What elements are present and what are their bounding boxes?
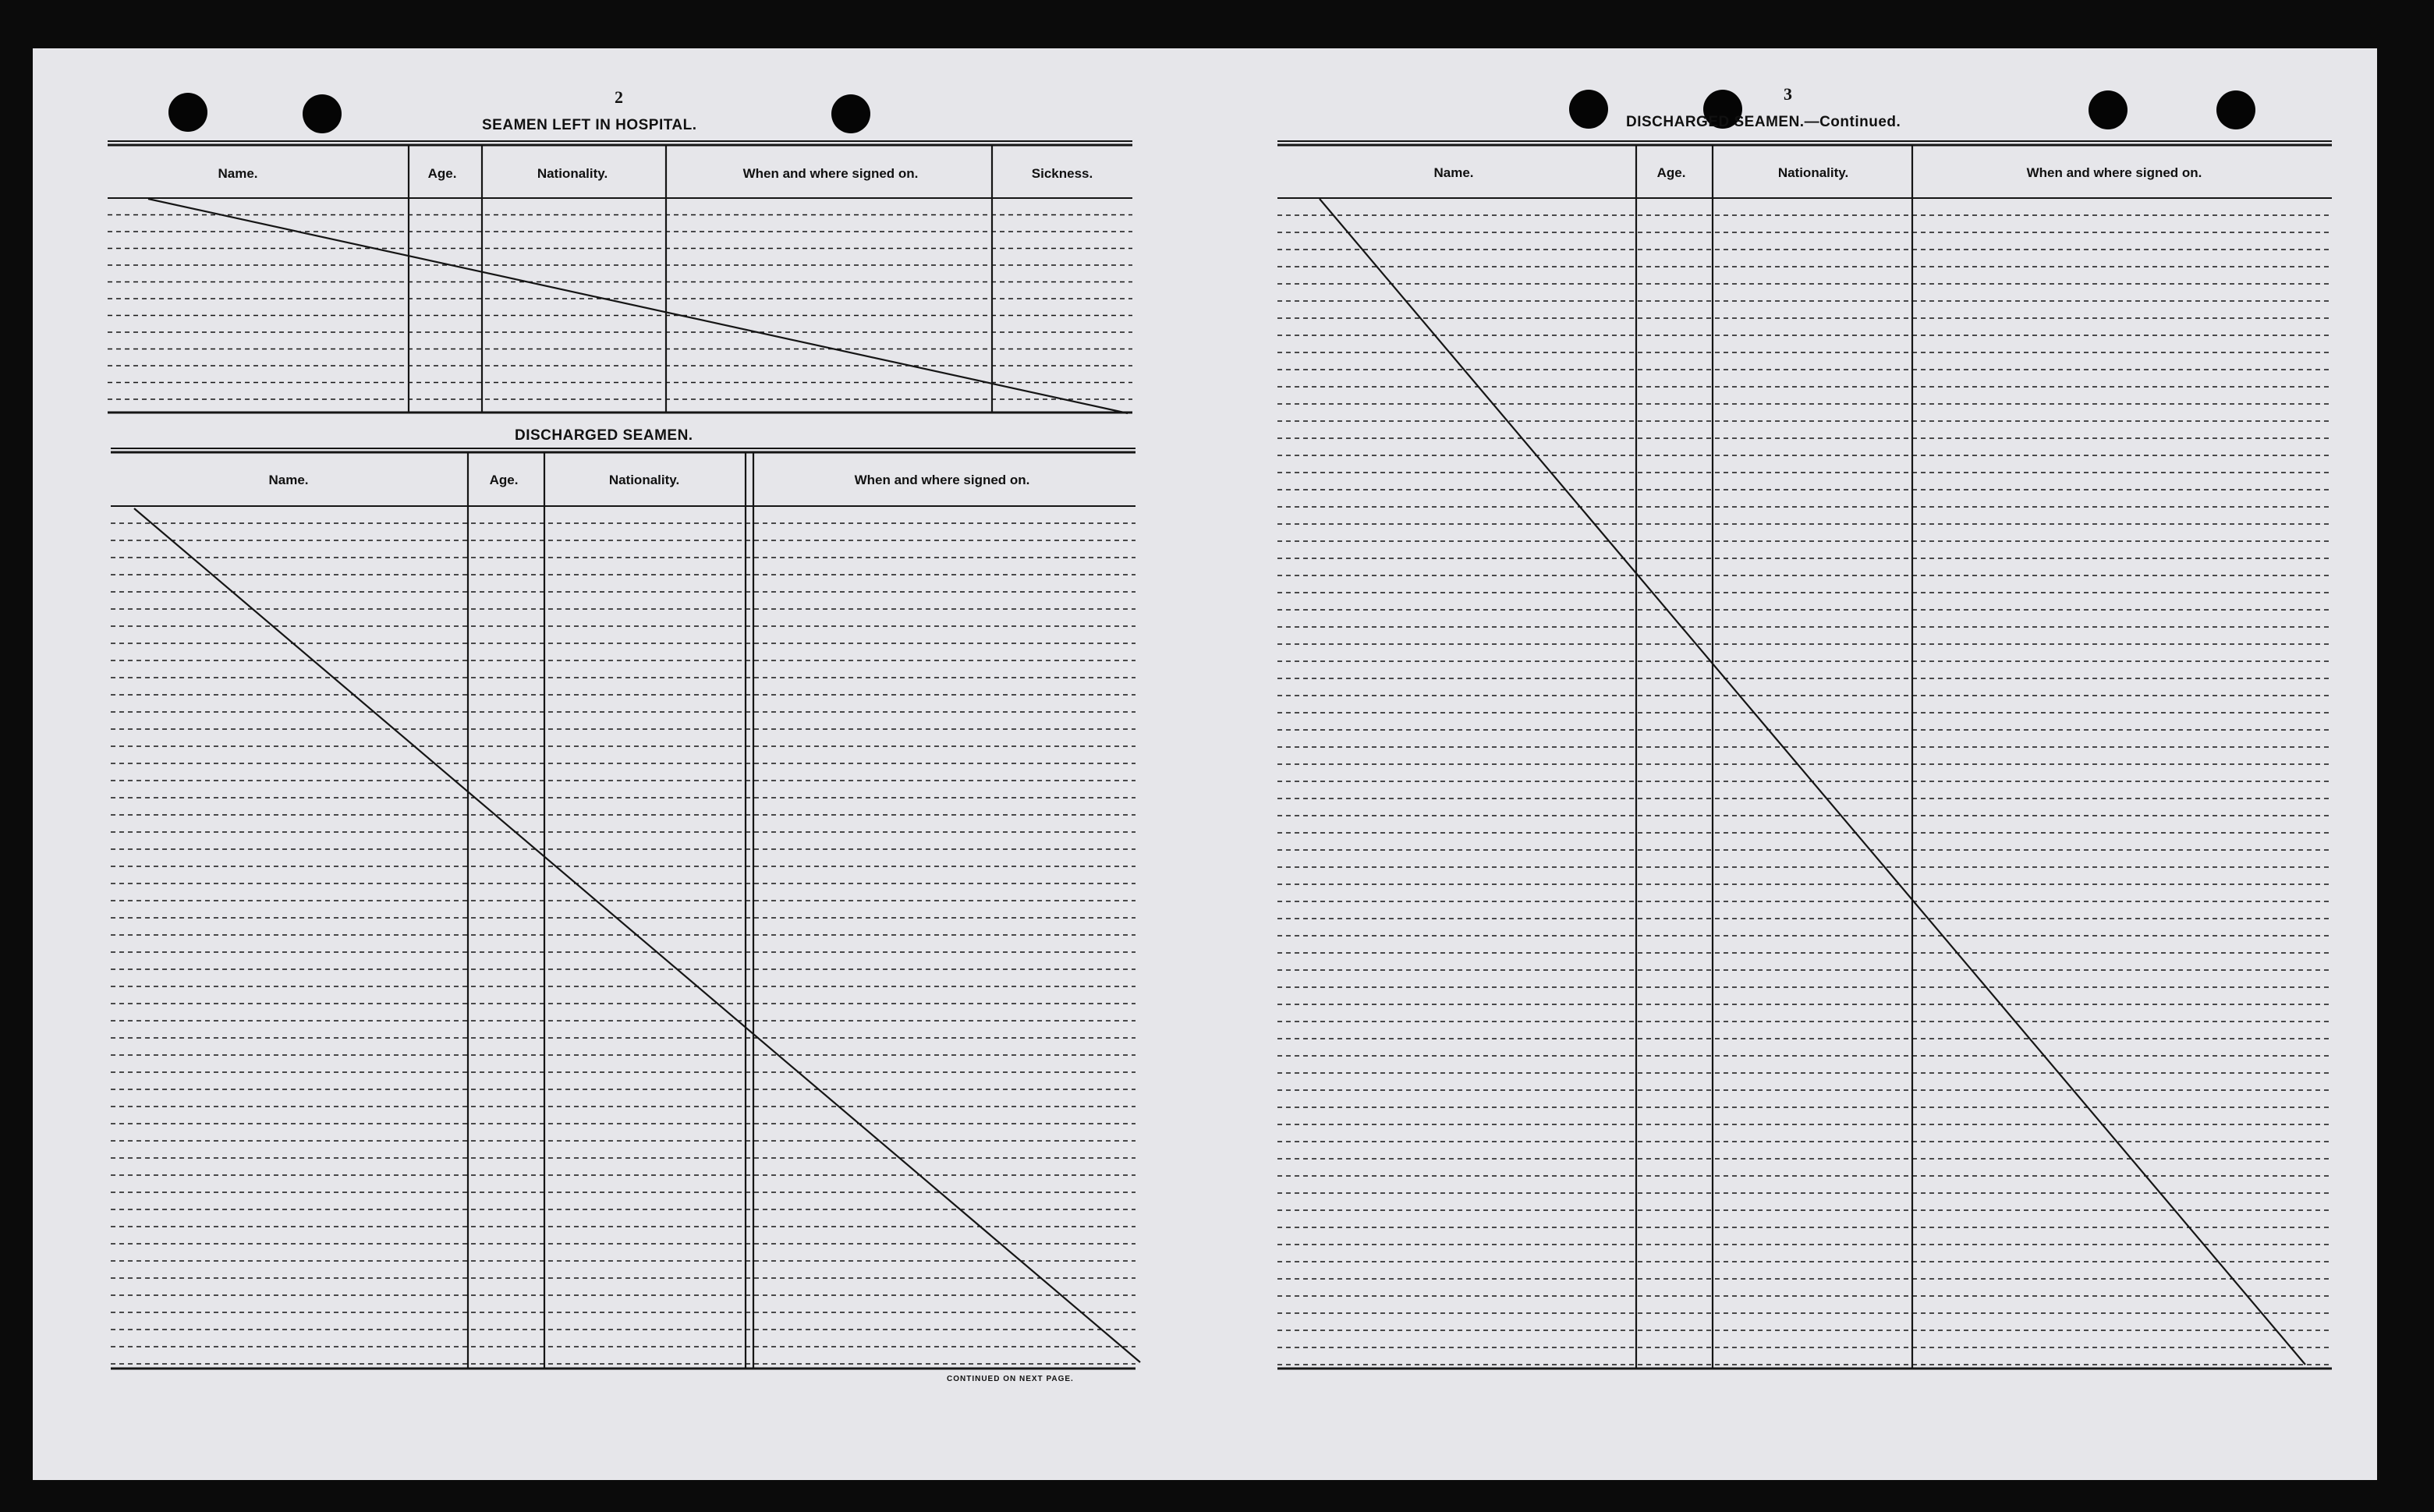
col-header-signed-on: When and where signed on. xyxy=(2026,165,2202,180)
col-header-signed-on: When and where signed on. xyxy=(742,166,919,181)
page-number: 2 xyxy=(615,87,623,107)
col-header-age: Age. xyxy=(1656,165,1686,180)
cancel-slash xyxy=(148,199,1128,413)
col-header-nationality: Nationality. xyxy=(1777,165,1849,180)
section-title-discharged-continued: DISCHARGED SEAMEN.—Continued. xyxy=(1626,114,1901,130)
col-header-age: Age. xyxy=(427,166,457,181)
section-title-discharged: DISCHARGED SEAMEN. xyxy=(515,427,693,444)
col-header-nationality: Nationality. xyxy=(537,166,608,181)
col-header-nationality: Nationality. xyxy=(608,473,680,487)
section-title-hospital: SEAMEN LEFT IN HOSPITAL. xyxy=(482,117,697,133)
col-header-name: Name. xyxy=(218,166,258,181)
page-number: 3 xyxy=(1784,84,1792,104)
col-header-age: Age. xyxy=(489,473,519,487)
col-header-name: Name. xyxy=(268,473,309,487)
col-header-name: Name. xyxy=(1433,165,1474,180)
col-header-signed-on: When and where signed on. xyxy=(854,473,1030,487)
continued-note: CONTINUED ON NEXT PAGE. xyxy=(947,1375,1074,1383)
col-header-sickness: Sickness. xyxy=(1031,166,1093,181)
